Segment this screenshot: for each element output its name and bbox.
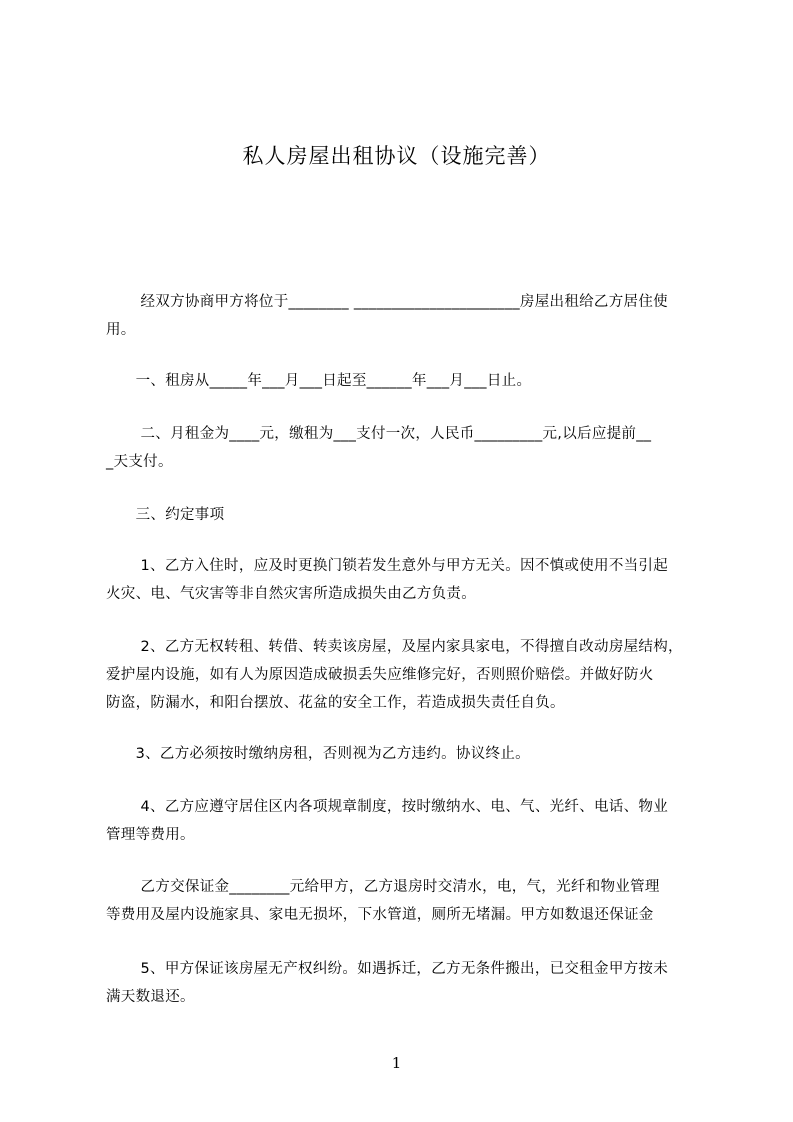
paragraph-line: 3、乙方必须按时缴纳房租，否则视为乙方违约。协议终止。 xyxy=(106,746,530,762)
paragraph-line: 二、月租金为____元，缴租为___支付一次，人民币_________元,以后应提前__ xyxy=(106,426,652,442)
paragraph-line: 1、乙方入住时，应及时更换门锁若发生意外与甲方无关。因不慎或使用不当引起 xyxy=(106,558,669,574)
paragraph-clause-2-rent xyxy=(106,420,706,476)
page-number: 1 xyxy=(391,1054,402,1072)
paragraph-line: 爱护屋内设施，如有人为原因造成破损丢失应维修完好，否则照价赔偿。并做好防火 xyxy=(106,667,654,683)
paragraph-line: _天支付。 xyxy=(106,454,173,470)
paragraph-item-3 xyxy=(106,740,706,768)
paragraph-line: 管理等费用。 xyxy=(106,827,195,843)
paragraph-line: 一、租房从_____年___月___日起至______年___月___日止。 xyxy=(106,373,532,389)
paragraph-line: 满天数退还。 xyxy=(106,989,195,1005)
paragraph-line: 三、约定事项 xyxy=(106,507,225,523)
paragraph-item-2 xyxy=(106,633,706,717)
paragraph-deposit xyxy=(106,873,706,929)
paragraph-line: 5、甲方保证该房屋无产权纠纷。如遇拆迁，乙方无条件搬出，已交租金甲方按未 xyxy=(106,961,669,977)
paragraph-line: 4、乙方应遵守居住区内各项规章制度，按时缴纳水、电、气、光纤、电话、物业 xyxy=(106,799,669,815)
paragraph-item-1 xyxy=(106,552,706,608)
paragraph-clause-1-lease-term xyxy=(106,367,706,395)
paragraph-line: 用。 xyxy=(106,322,136,338)
paragraph-line: 防盗，防漏水，和阳台摆放、花盆的安全工作，若造成损失责任自负。 xyxy=(106,695,565,711)
paragraph-clause-3-heading xyxy=(106,501,706,529)
document-title: 私人房屋出租协议（设施完善） xyxy=(242,144,551,168)
paragraph-line: 2、乙方无权转租、转借、转卖该房屋，及屋内家具家电，不得擅自改动房屋结构， xyxy=(106,639,683,655)
paragraph-line: 经双方协商甲方将位于________ ______________________房屋出租给乙方居住使 xyxy=(106,294,668,310)
paragraph-line: 等费用及屋内设施家具、家电无损坏，下水管道，厕所无堵漏。甲方如数退还保证金 xyxy=(106,907,654,923)
paragraph-line: 乙方交保证金________元给甲方，乙方退房时交清水，电，气，光纤和物业管理 xyxy=(106,879,660,895)
paragraph-property-location xyxy=(106,288,706,344)
paragraph-item-5 xyxy=(106,955,706,1011)
paragraph-item-4 xyxy=(106,793,706,849)
paragraph-line: 火灾、电、气灾害等非自然灾害所造成损失由乙方负责。 xyxy=(106,586,476,602)
